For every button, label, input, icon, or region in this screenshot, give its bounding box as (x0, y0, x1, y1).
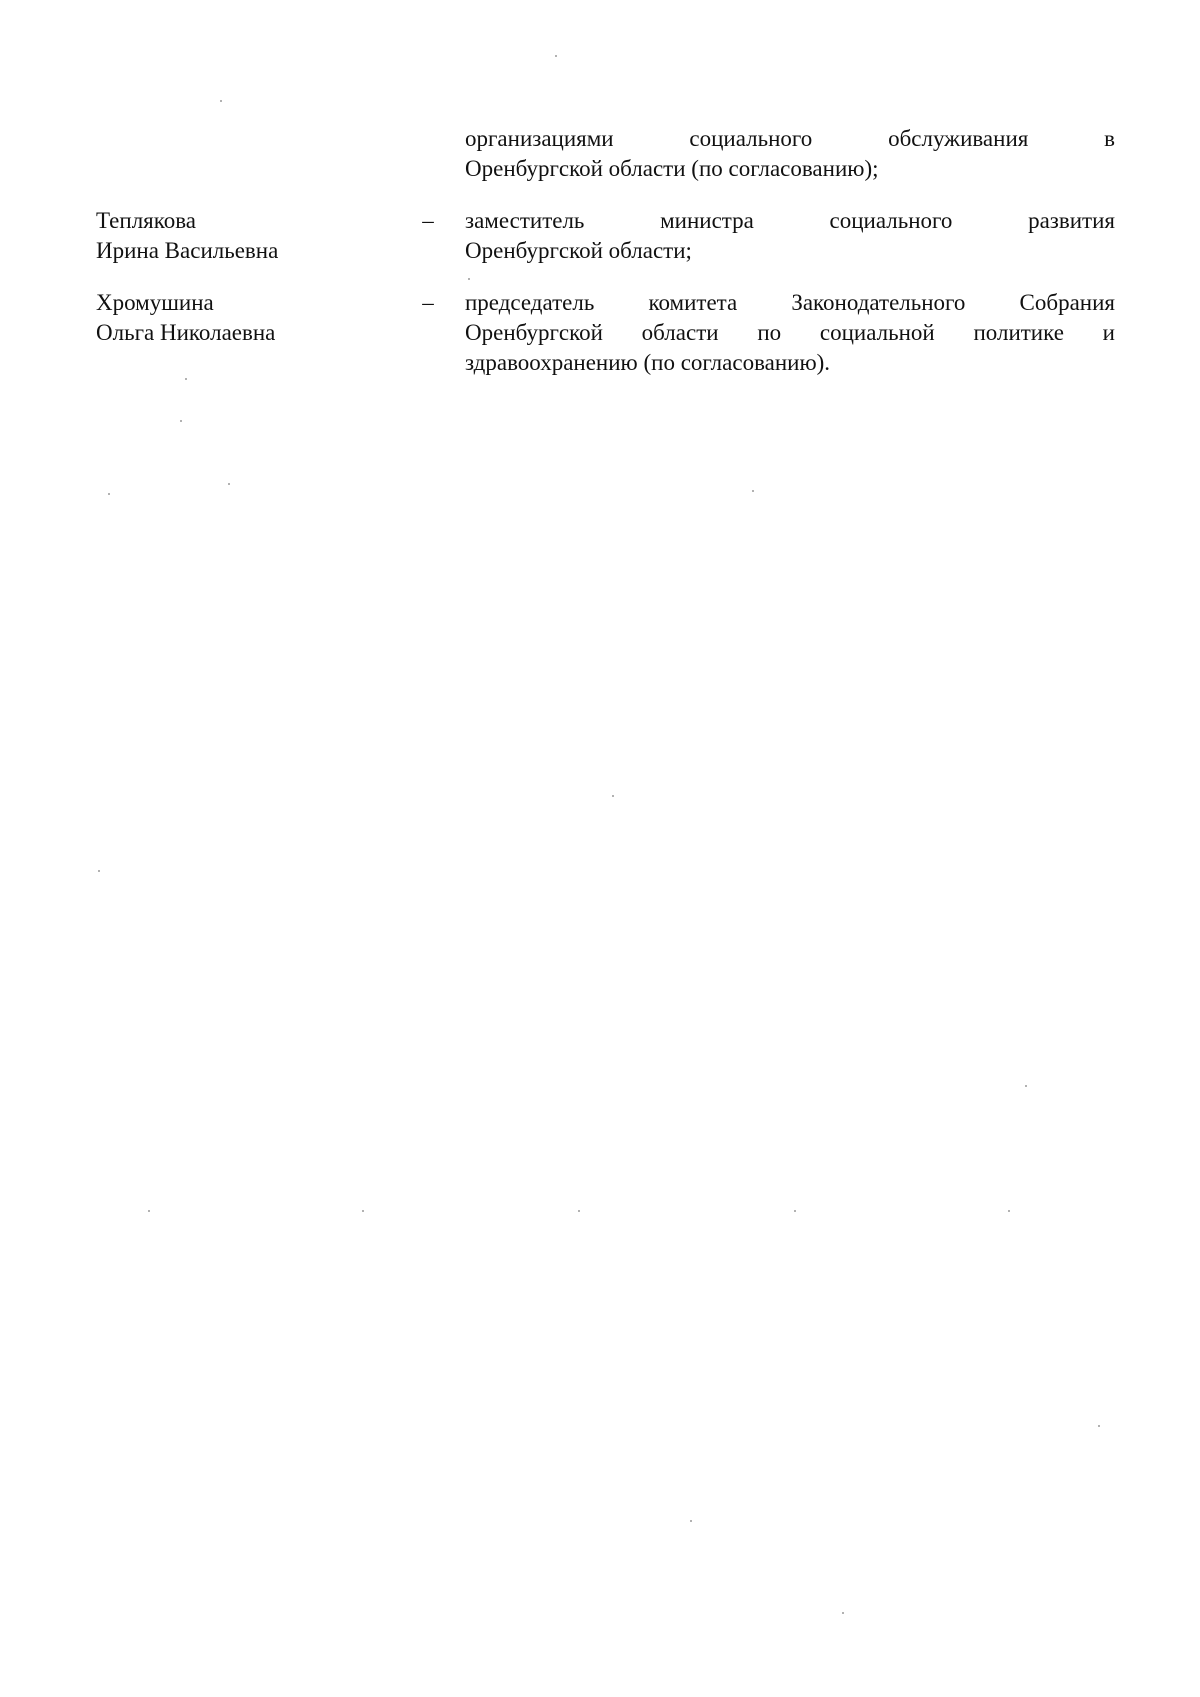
scan-speck (185, 378, 187, 380)
scan-speck (578, 1210, 580, 1212)
entry-0-desc-line-1: организациями социального обслуживания в (465, 126, 1115, 151)
scan-speck (1025, 1085, 1027, 1087)
scan-speck (220, 100, 222, 102)
scan-speck (842, 1612, 844, 1614)
scan-speck (98, 870, 100, 872)
entry-1-surname: Теплякова (96, 208, 197, 233)
scan-speck (108, 493, 110, 495)
entry-2-desc-line-3: здравоохранению (по согласованию). (465, 350, 831, 375)
scan-speck (362, 1210, 364, 1212)
scan-speck (555, 55, 557, 57)
scan-speck (794, 1210, 796, 1212)
entry-2-surname: Хромушина (96, 290, 214, 315)
scan-speck (228, 483, 230, 485)
entry-2-dash: – (422, 290, 434, 315)
entry-1-desc-line-1: заместитель министра социального развития (465, 208, 1115, 233)
scan-speck (1008, 1210, 1010, 1212)
scan-speck (180, 420, 182, 422)
scan-speck (752, 490, 754, 492)
scan-speck (468, 278, 470, 280)
entry-1-desc-line-2: Оренбургской области; (465, 238, 692, 263)
entry-2-desc-line-2: Оренбургской области по социальной политике и (465, 320, 1115, 345)
scan-speck (612, 795, 614, 797)
entry-1-given-names: Ирина Васильевна (96, 238, 279, 263)
entry-2-given-names: Ольга Николаевна (96, 320, 276, 345)
scan-speck (1098, 1425, 1100, 1427)
scan-speck (690, 1520, 692, 1522)
scan-speck (148, 1210, 150, 1212)
entry-0-desc-line-2: Оренбургской области (по согласованию); (465, 156, 879, 181)
entry-2-desc-line-1: председатель комитета Законодательного Собрания (465, 290, 1115, 315)
entry-1-dash: – (422, 208, 434, 233)
